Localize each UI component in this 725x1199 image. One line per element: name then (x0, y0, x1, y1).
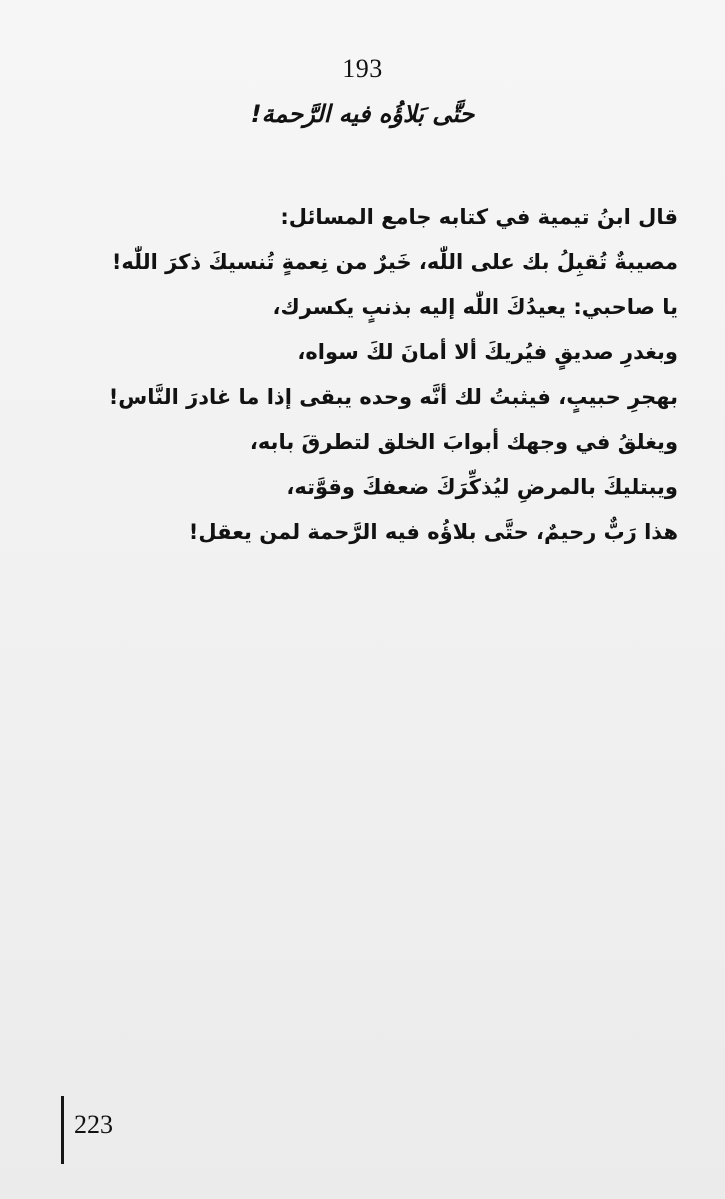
body-line: قال ابنُ تيمية في كتابه جامع المسائل: (280, 205, 678, 229)
body-line: ويبتليكَ بالمرضِ ليُذكِّرَكَ ضعفكَ وقوَّته، (286, 475, 678, 499)
footer-rule (61, 1096, 64, 1164)
body-line: يا صاحبي: يعيدُكَ اللّٰه إليه بذنبٍ يكسرك، (272, 295, 678, 319)
section-number: 193 (342, 54, 383, 83)
body-line: وبغدرِ صديقٍ فيُريكَ ألا أمانَ لكَ سواه، (297, 340, 678, 364)
page-number: 223 (74, 1110, 113, 1139)
body-line: هذا رَبٌّ رحيمٌ، حتَّى بلاؤُه فيه الرَّحمة لمن يعقل! (188, 520, 678, 544)
body-line: بهجرِ حبيبٍ، فيثبتُ لك أنَّه وحده يبقى إذا ما غادرَ النَّاس! (108, 385, 678, 409)
body-line: مصيبةٌ تُقبِلُ بك على اللّٰه، خَيرٌ من نِعمةٍ تُنسيكَ ذكرَ اللّٰه! (111, 250, 678, 274)
body-text (48, 195, 678, 555)
body-line: ويغلقُ في وجهك أبوابَ الخلق لتطرقَ بابه، (249, 430, 678, 454)
section-heading: حتَّى بَلاؤُه فيه الرَّحمة! (250, 100, 475, 128)
